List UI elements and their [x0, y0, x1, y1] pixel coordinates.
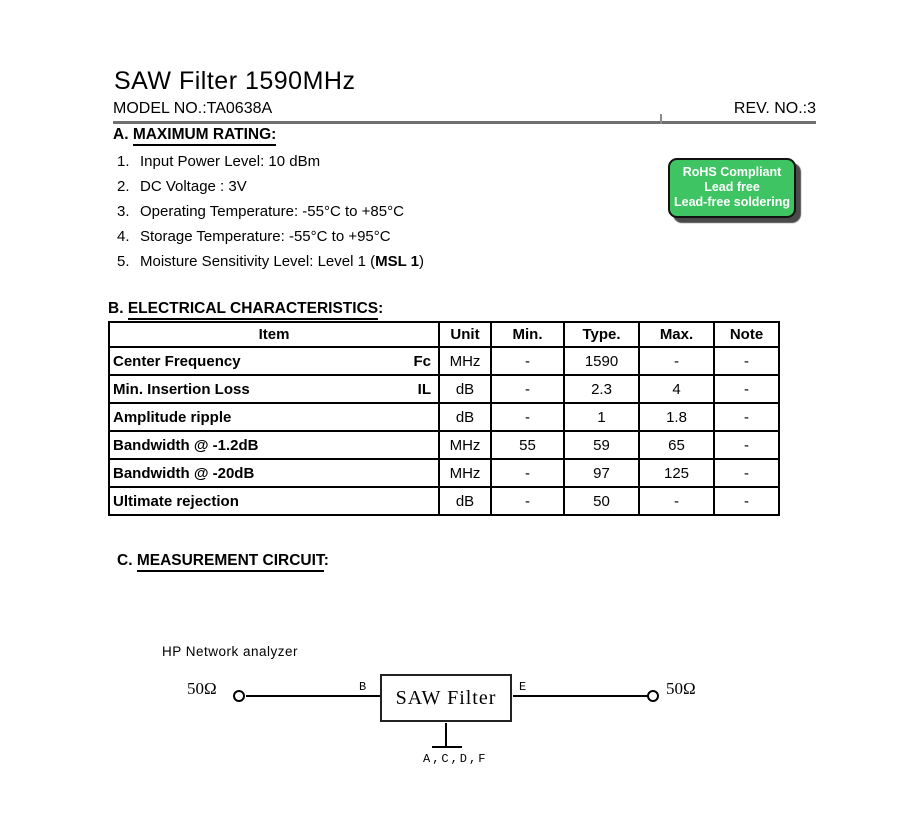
ground-stem — [445, 723, 447, 747]
col-header-max: Max. — [639, 322, 714, 347]
output-wire — [513, 695, 648, 697]
table-row — [109, 347, 779, 375]
list-item-number: 5. — [117, 253, 130, 270]
row-item-name: Amplitude ripple — [113, 408, 232, 426]
saw-filter-box — [380, 674, 512, 722]
table-row — [109, 459, 779, 487]
row-item-symbol: Fc — [413, 352, 431, 370]
electrical-characteristics-table — [108, 321, 780, 516]
rohs-badge-line1: RoHS Compliant — [682, 165, 782, 179]
rohs-badge-line3: Lead-free soldering — [674, 195, 790, 209]
row-note: - — [714, 403, 779, 431]
section-a-title: MAXIMUM RATING: — [133, 126, 277, 146]
table-row — [109, 375, 779, 403]
col-header-note: Note — [714, 322, 779, 347]
row-min: - — [491, 347, 564, 375]
list-item-number: 1. — [117, 153, 130, 170]
row-max: 4 — [639, 375, 714, 403]
row-min: - — [491, 403, 564, 431]
msl-bold: MSL 1 — [375, 253, 420, 270]
list-item-number: 3. — [117, 203, 130, 220]
table-row — [109, 487, 779, 515]
row-max: 65 — [639, 431, 714, 459]
right-impedance-label: 50Ω — [666, 679, 696, 698]
list-item-text — [140, 253, 424, 270]
col-header-item: Item — [109, 322, 439, 347]
list-item-text: Storage Temperature: -55°C to +95°C — [140, 228, 391, 245]
row-min: - — [491, 459, 564, 487]
row-min: - — [491, 487, 564, 515]
row-unit: MHz — [439, 431, 491, 459]
row-unit: dB — [439, 403, 491, 431]
input-wire — [246, 695, 380, 697]
row-note: - — [714, 347, 779, 375]
section-b-heading — [108, 300, 383, 318]
row-note: - — [714, 459, 779, 487]
model-rev-row — [113, 100, 816, 118]
table-row — [109, 403, 779, 431]
list-item — [117, 224, 424, 249]
row-note: - — [714, 487, 779, 515]
row-type: 97 — [564, 459, 639, 487]
row-max: - — [639, 347, 714, 375]
row-item-name: Bandwidth @ -20dB — [113, 464, 255, 482]
section-c-title: MEASUREMENT CIRCUIT — [137, 552, 324, 572]
col-header-type: Type. — [564, 322, 639, 347]
col-header-min: Min. — [491, 322, 564, 347]
section-c-suffix: : — [323, 552, 329, 569]
row-note: - — [714, 431, 779, 459]
row-min: 55 — [491, 431, 564, 459]
model-number: MODEL NO.:TA0638A — [113, 100, 273, 117]
row-unit: dB — [439, 487, 491, 515]
row-item-name: Bandwidth @ -1.2dB — [113, 436, 259, 454]
rohs-badge-line2: Lead free — [704, 180, 760, 194]
row-item-name: Ultimate rejection — [113, 492, 239, 510]
list-item-text: Input Power Level: 10 dBm — [140, 153, 321, 170]
saw-filter-box-label: SAW Filter — [395, 686, 497, 709]
section-a-prefix: A. — [113, 126, 129, 143]
section-b-suffix: : — [378, 300, 384, 317]
row-type: 59 — [564, 431, 639, 459]
left-impedance-label: 50Ω — [187, 679, 217, 698]
header-divider-tick — [660, 114, 662, 124]
row-type: 1 — [564, 403, 639, 431]
port-b-label: B — [359, 680, 367, 694]
row-type: 2.3 — [564, 375, 639, 403]
section-b-title: ELECTRICAL CHARACTERISTICS — [128, 300, 378, 320]
header-divider — [113, 121, 816, 124]
col-header-unit: Unit — [439, 322, 491, 347]
section-b-prefix: B. — [108, 300, 124, 317]
analyzer-label: HP Network analyzer — [162, 644, 299, 659]
row-type: 50 — [564, 487, 639, 515]
page-title: SAW Filter 1590MHz — [114, 67, 356, 95]
list-item — [117, 149, 424, 174]
row-note: - — [714, 375, 779, 403]
rohs-badge — [668, 158, 796, 218]
row-max: 125 — [639, 459, 714, 487]
msl-text-prefix: Moisture Sensitivity Level: Level 1 ( — [140, 253, 376, 270]
msl-text-suffix: ) — [419, 253, 425, 270]
row-unit: MHz — [439, 459, 491, 487]
ground-bar-icon — [432, 746, 462, 748]
row-unit: MHz — [439, 347, 491, 375]
list-item-number: 4. — [117, 228, 130, 245]
maximum-ratings-list — [117, 149, 424, 274]
table-header-row — [109, 322, 779, 347]
list-item-text: DC Voltage : 3V — [140, 178, 247, 195]
row-min: - — [491, 375, 564, 403]
row-max: - — [639, 487, 714, 515]
list-item-number: 2. — [117, 178, 130, 195]
revision-number: REV. NO.:3 — [733, 100, 816, 117]
section-a-heading — [113, 126, 276, 144]
row-unit: dB — [439, 375, 491, 403]
list-item — [117, 199, 424, 224]
ground-pins-label: A,C,D,F — [423, 752, 488, 766]
section-c-heading — [117, 552, 329, 570]
list-item — [117, 174, 424, 199]
section-c-prefix: C. — [117, 552, 133, 569]
row-item-name: Min. Insertion Loss — [113, 380, 250, 398]
row-max: 1.8 — [639, 403, 714, 431]
row-item-symbol: IL — [417, 380, 431, 398]
row-type: 1590 — [564, 347, 639, 375]
table-row — [109, 431, 779, 459]
left-terminal-circle — [233, 690, 245, 702]
right-terminal-circle — [647, 690, 659, 702]
port-e-label: E — [519, 680, 527, 694]
list-item-text: Operating Temperature: -55°C to +85°C — [140, 203, 404, 220]
list-item — [117, 249, 424, 274]
row-item-name: Center Frequency — [113, 352, 241, 370]
